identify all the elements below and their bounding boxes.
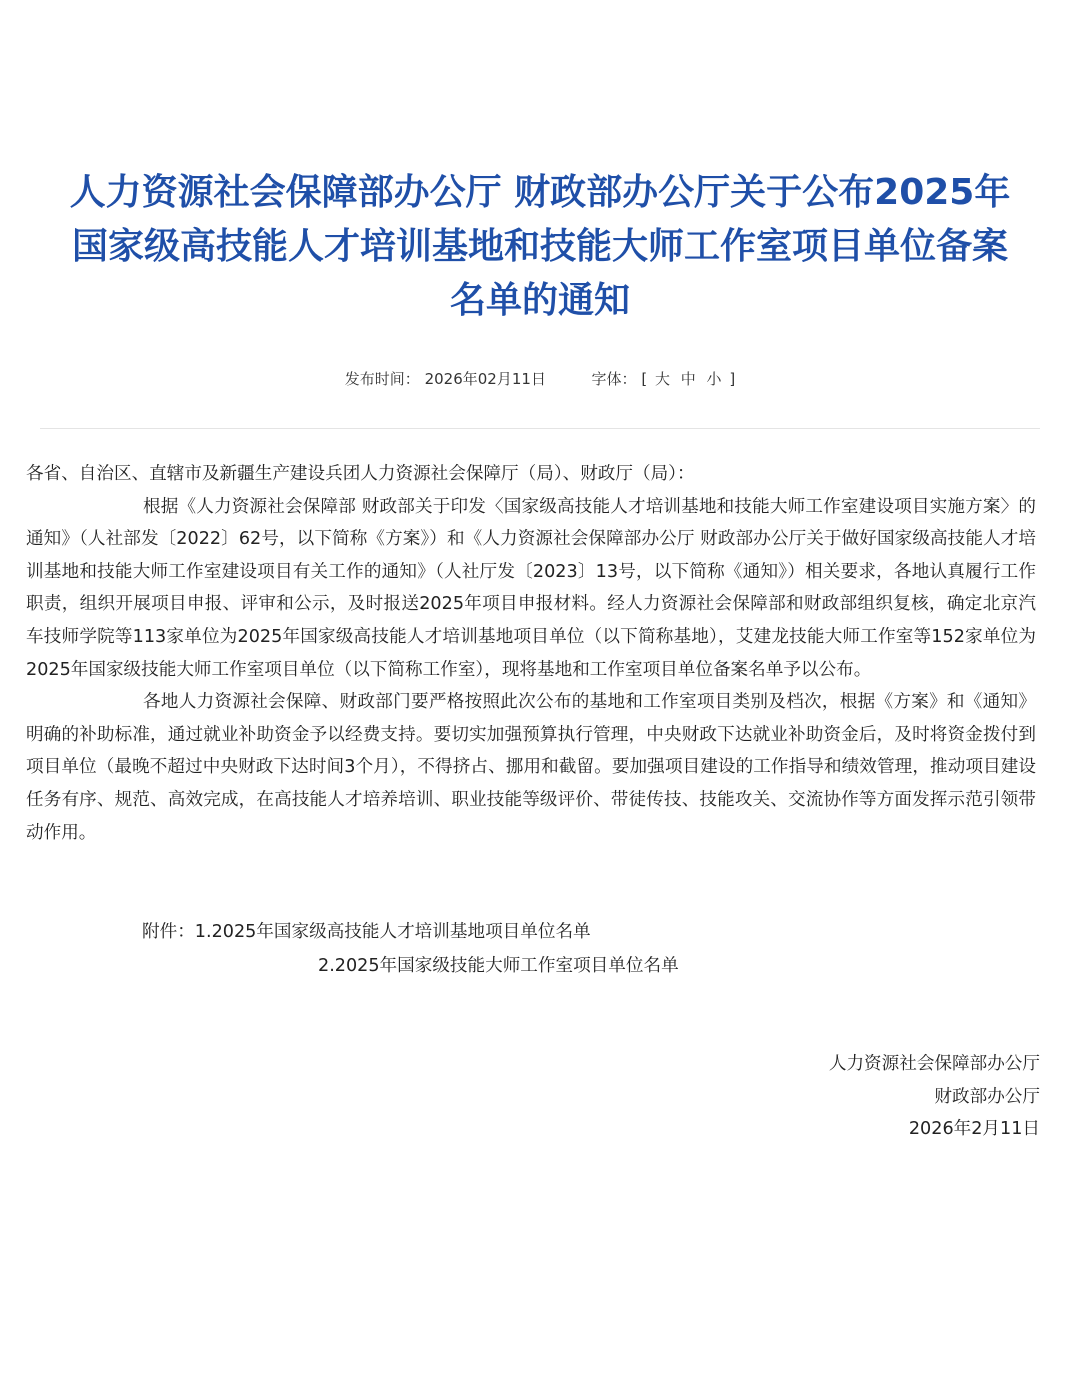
font-large-link[interactable]: 大 (654, 370, 670, 388)
signature-org-2: 财政部办公厅 (934, 1086, 1040, 1107)
attachment-item-1[interactable]: 附件：1.2025年国家级高技能人才培训基地项目单位名单 (142, 922, 591, 942)
notice-body (26, 458, 1036, 849)
publish-label: 发布时间： (344, 370, 420, 388)
body-paragraph-2: 各地人力资源社会保障、财政部门要严格按照此次公布的基地和工作室项目类别及档次，根据《方案》和《通知》明确的补助标准，通过就业补助资金予以经费支持。要切实加强预算执行管理，中央财政下达就业补助资金后，及时将资金拨付到项目单位（最晚不超过中央财政下达时间3个月），不得挤占、挪用和截留。要加强项目建设的工作指导和绩效管理，推动项目建设任务有序、规范、高效完成，在高技能人才培养培训、职业技能等级评价、带徒传技、技能攻关、交流协作等方面发挥示范引领带动作用。 (26, 692, 1036, 843)
attachment-item-2[interactable]: 2.2025年国家级技能大师工作室项目单位名单 (318, 956, 679, 976)
title-line-2: 国家级高技能人才培训基地和技能大师工作室项目单位备案 (71, 226, 1008, 267)
font-small-link[interactable]: 小 (706, 370, 722, 388)
signature-date: 2026年2月11日 (908, 1119, 1040, 1140)
title-line-1: 人力资源社会保障部办公厅 财政部办公厅关于公布2025年 (69, 172, 1011, 213)
header-divider (40, 428, 1040, 429)
signature-block (829, 1048, 1040, 1146)
page-title (20, 166, 1060, 328)
font-bracket-close: ] (729, 370, 736, 388)
body-paragraph-1: 根据《人力资源社会保障部 财政部关于印发〈国家级高技能人才培训基地和技能大师工作室建设项目实施方案〉的通知》（人社部发〔2022〕62号，以下简称《方案》）和《人力资源社会保障部办公厅 财政部办公厅关于做好国家级高技能人才培训基地和技能大师工作室建设项目有关工作的通知》（人社厅发〔2023〕13号，以下简称《通知》）相关要求，各地认真履行工作职责，组织开展项目申报、评审和公示，及时报送2025年项目申报材料。经人力资源社会保障部和财政部组织复核，确定北京汽车技师学院等113家单位为2025年国家级高技能人才培训基地项目单位（以下简称基地），艾建龙技能大师工作室等152家单位为2025年国家级技能大师工作室项目单位（以下简称工作室），现将基地和工作室项目单位备案名单予以公布。 (26, 496, 1036, 680)
font-medium-link[interactable]: 中 (680, 370, 696, 388)
publish-date: 2026年02月11日 (424, 370, 546, 388)
font-bracket-open: [ (641, 370, 648, 388)
publish-meta (0, 368, 1080, 389)
title-line-3: 名单的通知 (449, 280, 630, 321)
font-size-control (641, 370, 735, 388)
signature-org-1: 人力资源社会保障部办公厅 (828, 1054, 1040, 1074)
font-size-label: 字体： (591, 370, 637, 388)
salutation: 各省、自治区、直辖市及新疆生产建设兵团人力资源社会保障厅（局）、财政厅（局）： (26, 464, 695, 484)
